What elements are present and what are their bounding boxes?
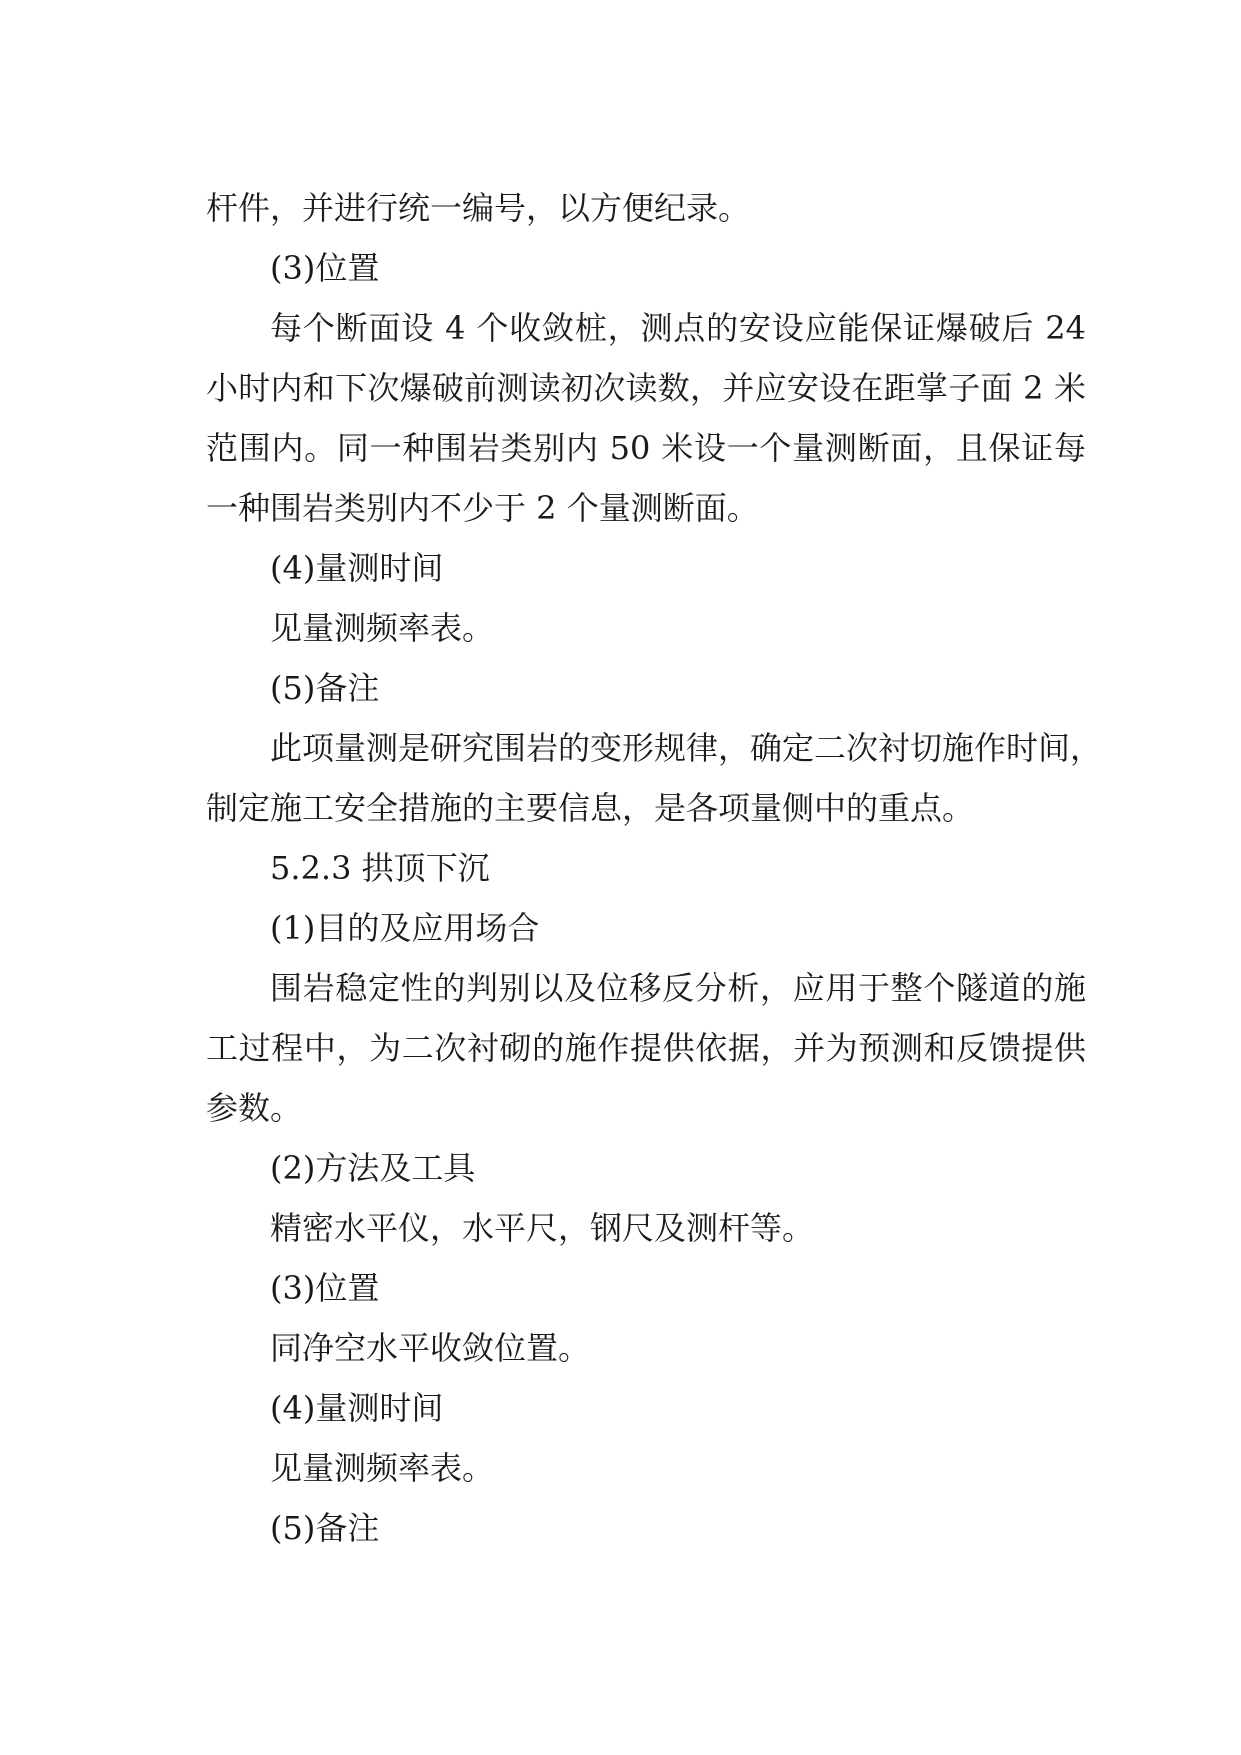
section-heading: 5.2.3 拱顶下沉: [270, 849, 490, 887]
text-line: 杆件，并进行统一编号，以方便纪录。: [206, 189, 751, 227]
text-line: (3)位置: [270, 1269, 380, 1307]
text-line: 同净空水平收敛位置。: [270, 1329, 591, 1367]
text-line: 工过程中，为二次衬砌的施作提供依据，并为预测和反馈提供: [206, 1029, 1086, 1067]
text-line: 小时内和下次爆破前测读初次读数，并应安设在距掌子面 2 米: [206, 369, 1086, 407]
text-line: (1)目的及应用场合: [270, 909, 540, 947]
text-line: (5)备注: [270, 669, 380, 707]
document-body: [206, 178, 1103, 1558]
text-line: (2)方法及工具: [270, 1149, 476, 1187]
text-line: 见量测频率表。: [270, 609, 495, 647]
text-line: (5)备注: [270, 1509, 380, 1547]
text-line: 精密水平仪，水平尺，钢尺及测杆等。: [270, 1209, 815, 1247]
text-line: (4)量测时间: [270, 1389, 444, 1427]
text-line: 每个断面设 4 个收敛桩，测点的安设应能保证爆破后 24: [270, 309, 1086, 347]
text-line: 围岩稳定性的判别以及位移反分析，应用于整个隧道的施: [270, 969, 1086, 1007]
text-line: 范围内。同一种围岩类别内 50 米设一个量测断面，且保证每: [206, 429, 1086, 467]
text-line: 此项量测是研究围岩的变形规律，确定二次衬切施作时间，: [270, 729, 1103, 767]
text-line: 见量测频率表。: [270, 1449, 495, 1487]
text-line: 制定施工安全措施的主要信息，是各项量侧中的重点。: [206, 789, 975, 827]
text-line: (4)量测时间: [270, 549, 444, 587]
text-line: 参数。: [206, 1089, 303, 1127]
text-line: 一种围岩类别内不少于 2 个量测断面。: [206, 489, 759, 527]
text-line: (3)位置: [270, 249, 380, 287]
